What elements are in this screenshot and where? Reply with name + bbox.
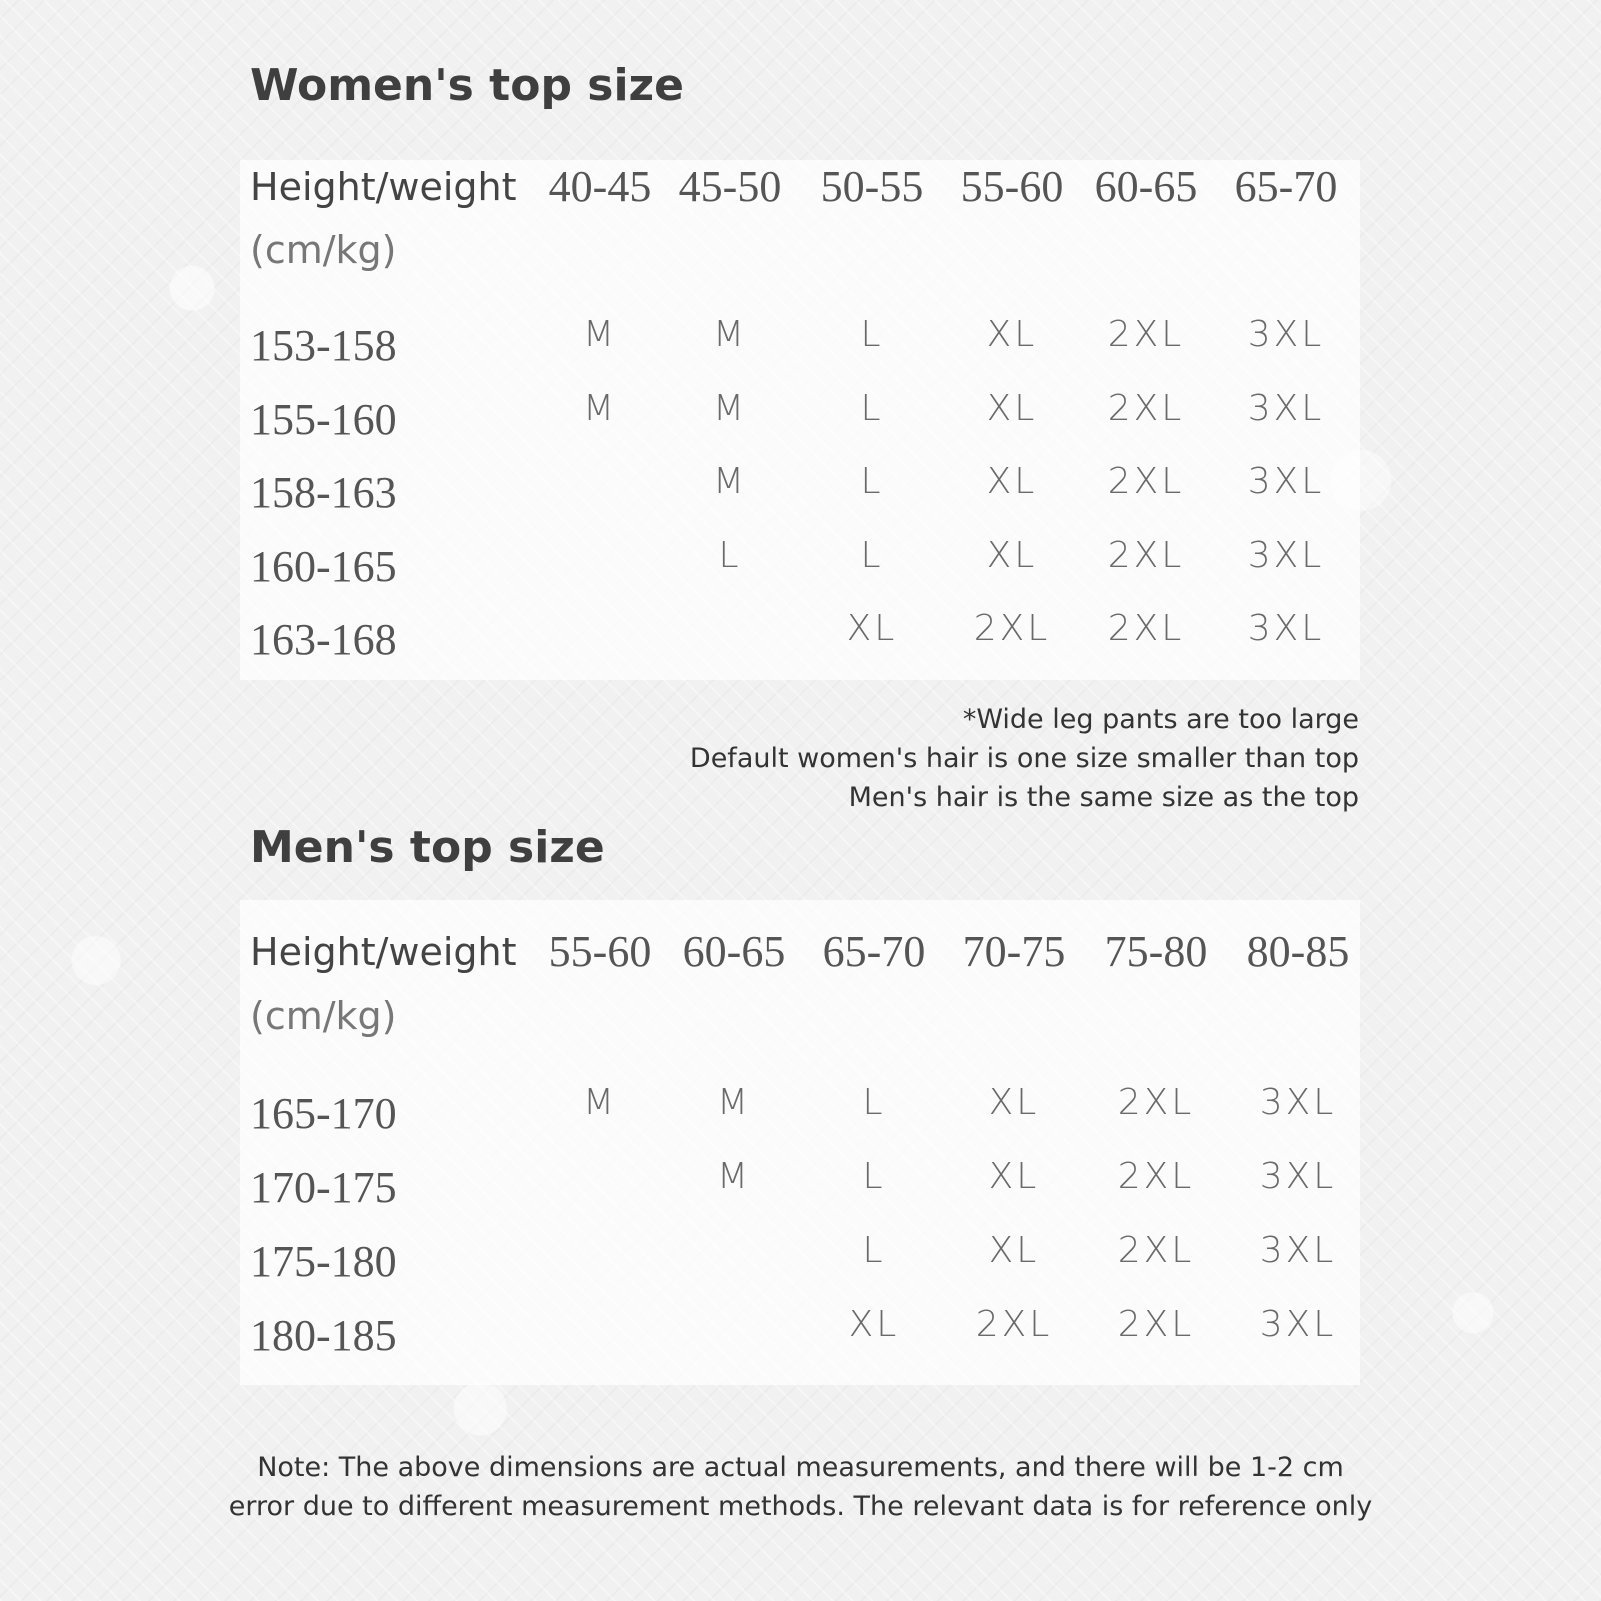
size-value: 3XL [1259, 1304, 1337, 1345]
weight-range-header: 55-60 [548, 927, 652, 976]
notes-block [690, 700, 1359, 817]
weight-range-header: 55-60 [960, 162, 1064, 211]
size-value: L [862, 1082, 886, 1123]
note-line: Men's hair is the same size as the top [848, 782, 1359, 813]
size-value: 3XL [1247, 387, 1325, 429]
size-value: L [860, 387, 884, 429]
size-value: 2XL [1107, 461, 1185, 502]
size-value: M [716, 1156, 752, 1197]
footer-line: error due to different measurement methods. The relevant data is for reference only [228, 1491, 1373, 1522]
size-value: L [862, 1230, 886, 1271]
size-value: 2XL [1107, 534, 1185, 576]
size-value: 2XL [1107, 314, 1185, 355]
size-value: 2XL [1107, 608, 1185, 649]
footer-note [0, 1448, 1601, 1526]
size-value: L [718, 534, 742, 576]
size-value: M [716, 1082, 752, 1123]
weight-range-header: 65-70 [1234, 162, 1338, 211]
size-value: 2XL [1117, 1304, 1195, 1345]
size-value: 2XL [1117, 1156, 1195, 1197]
size-value: 2XL [973, 608, 1051, 649]
size-value: XL [846, 608, 898, 649]
size-value: M [712, 461, 748, 502]
size-value: 3XL [1259, 1230, 1337, 1271]
weight-range-header: 40-45 [548, 162, 652, 211]
height-range-label: 158-163 [250, 468, 397, 517]
height-range-label: 163-168 [250, 615, 397, 664]
size-value: M [712, 314, 748, 355]
size-value: 2XL [1117, 1082, 1195, 1123]
size-value: 3XL [1259, 1156, 1337, 1197]
note-line: Default women's hair is one size smaller than top [689, 743, 1359, 774]
header-unit: (cm/kg) [250, 228, 397, 272]
weight-range-header: 60-65 [682, 927, 786, 976]
size-value: M [582, 314, 618, 355]
size-value: 3XL [1247, 461, 1325, 502]
size-value: XL [986, 314, 1038, 355]
height-range-label: 155-160 [250, 394, 397, 444]
weight-range-header: 50-55 [820, 162, 924, 211]
weight-range-header: 70-75 [962, 927, 1066, 976]
weight-range-header: 45-50 [678, 162, 782, 211]
size-value: L [860, 534, 884, 576]
size-value: XL [986, 534, 1038, 576]
size-value: XL [988, 1230, 1040, 1271]
size-value: XL [988, 1082, 1040, 1123]
header-label: Height/weight [250, 165, 517, 209]
size-value: M [582, 387, 618, 429]
size-value: 2XL [975, 1304, 1053, 1345]
size-value: L [862, 1156, 886, 1197]
header-unit: (cm/kg) [250, 994, 397, 1038]
height-range-label: 165-170 [250, 1089, 397, 1138]
note-line: *Wide leg pants are too large [962, 704, 1359, 735]
weight-range-header: 65-70 [822, 927, 926, 976]
size-value: L [860, 314, 884, 355]
size-value: XL [986, 387, 1038, 429]
size-value: 3XL [1259, 1082, 1337, 1123]
weight-range-header: 80-85 [1246, 927, 1350, 976]
women-table-panel [240, 160, 1360, 680]
height-range-label: 153-158 [250, 321, 397, 370]
height-range-label: 175-180 [250, 1237, 397, 1286]
size-value: 3XL [1247, 314, 1325, 355]
weight-range-header: 60-65 [1094, 162, 1198, 211]
footer-line: Note: The above dimensions are actual measurements, and there will be 1-2 cm [257, 1452, 1344, 1483]
size-value: 3XL [1247, 534, 1325, 576]
women-section-title: Women's top size [250, 60, 684, 111]
size-value: 2XL [1117, 1230, 1195, 1271]
size-value: XL [986, 461, 1038, 502]
size-value: M [712, 387, 748, 429]
height-range-label: 170-175 [250, 1163, 397, 1212]
size-value: XL [848, 1304, 900, 1345]
size-value: 3XL [1247, 608, 1325, 649]
height-range-label: 180-185 [250, 1311, 397, 1360]
header-label: Height/weight [250, 930, 517, 974]
size-value: 2XL [1107, 387, 1185, 429]
height-range-label: 160-165 [250, 541, 397, 591]
weight-range-header: 75-80 [1104, 927, 1208, 976]
size-value: XL [988, 1156, 1040, 1197]
size-value: L [860, 461, 884, 502]
men-section-title: Men's top size [250, 822, 605, 873]
size-value: M [582, 1082, 618, 1123]
